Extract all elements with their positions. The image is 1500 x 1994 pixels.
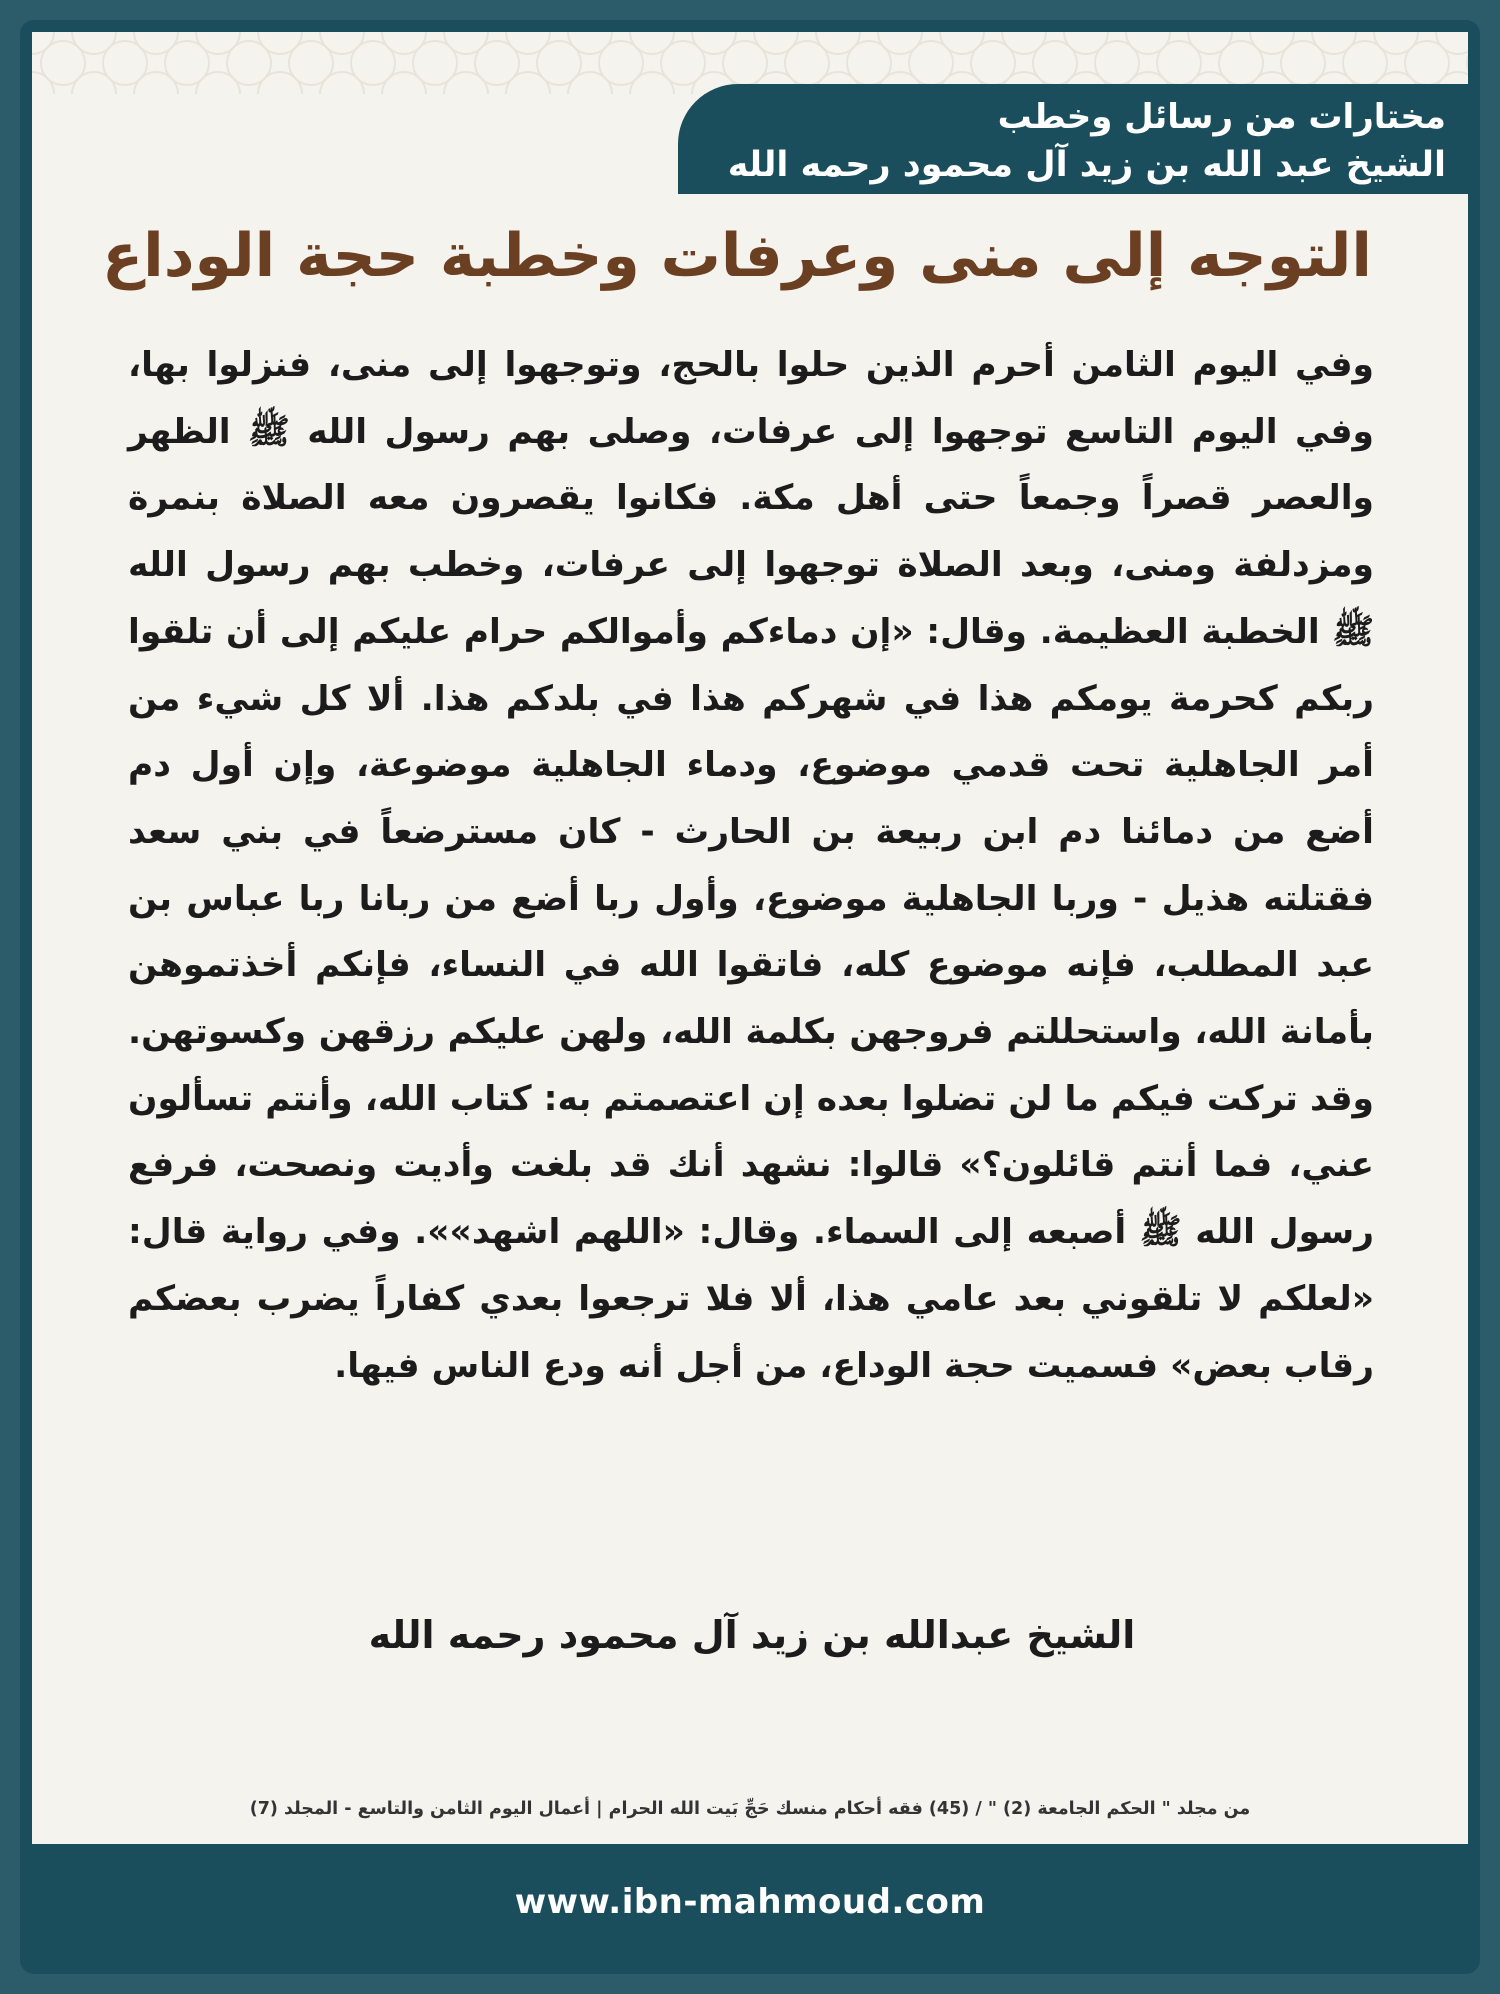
article-title: التوجه إلى منى وعرفات وخطبة حجة الوداع bbox=[102, 221, 1372, 291]
article-body: وفي اليوم الثامن أحرم الذين حلوا بالحج، وتوجهوا إلى منى، فنزلوا بها، وفي اليوم التاسع توجهوا إلى عرفات، وصلى بهم رسول الله ﷺ الظهر والعصر قصراً وجمعاً حتى أهل مكة. فكانوا يقصرون معه الصلاة بنمرة ومزدلفة ومنى، وبعد الصلاة توجهوا إلى عرفات، وخطب بهم رسول الله ﷺ الخطبة العظيمة. وقال: «إن دماءكم وأموالكم حرام عليكم إلى أن تلقوا ربكم كحرمة يومكم هذا في شهركم هذا في بلدكم هذا. ألا كل شيء من أمر الجاهلية تحت قدمي موضوع، ودماء الجاهلية موضوعة، وإن أول دم أضع من دمائنا دم ابن ربيعة بن الحارث - كان مسترضعاً في بني سعد فقتلته هذيل - وربا الجاهلية موضوع، وأول ربا أضع من ربانا ربا عباس بن عبد المطلب، فإنه موضوع كله، فاتقوا الله في النساء، فإنكم أخذتموهن بأمانة الله، واستحللتم فروجهن بكلمة الله، ولهن عليكم رزقهن وكسوتهن. وقد تركت فيكم ما لن تضلوا بعده إن اعتصمتم به: كتاب الله، وأنتم تسألون عني، فما أنتم قائلون؟» قالوا: نشهد أنك قد بلغت وأديت ونصحت، فرفع رسول الله ﷺ أصبعه إلى السماء. وقال: «اللهم اشهد»». وفي رواية قال: «لعلكم لا تلقوني بعد عامي هذا، ألا فلا ترجعوا بعدي كفاراً يضرب بعضكم رقاب بعض» فسميت حجة الوداع، من أجل أنه ودع الناس فيها. bbox=[128, 345, 1374, 1386]
author-signature: الشيخ عبدالله بن زيد آل محمود رحمه الله bbox=[368, 1613, 1136, 1657]
source-citation: من مجلد " الحكم الجامعة (2) " / (45) فقه أحكام منسك حَجِّ بَيت الله الحرام | أعمال اليوم الثامن والتاسع - المجلد (7) bbox=[249, 1799, 1251, 1819]
header-series-title: مختارات من رسائل وخطب bbox=[997, 97, 1446, 137]
header-band bbox=[678, 84, 1468, 194]
website-link[interactable]: www.ibn-mahmoud.com bbox=[514, 1882, 986, 1922]
article-card bbox=[32, 32, 1468, 1844]
footer-band bbox=[32, 1844, 1468, 1960]
header-author: الشيخ عبد الله بن زيد آل محمود رحمه الله bbox=[727, 145, 1446, 185]
